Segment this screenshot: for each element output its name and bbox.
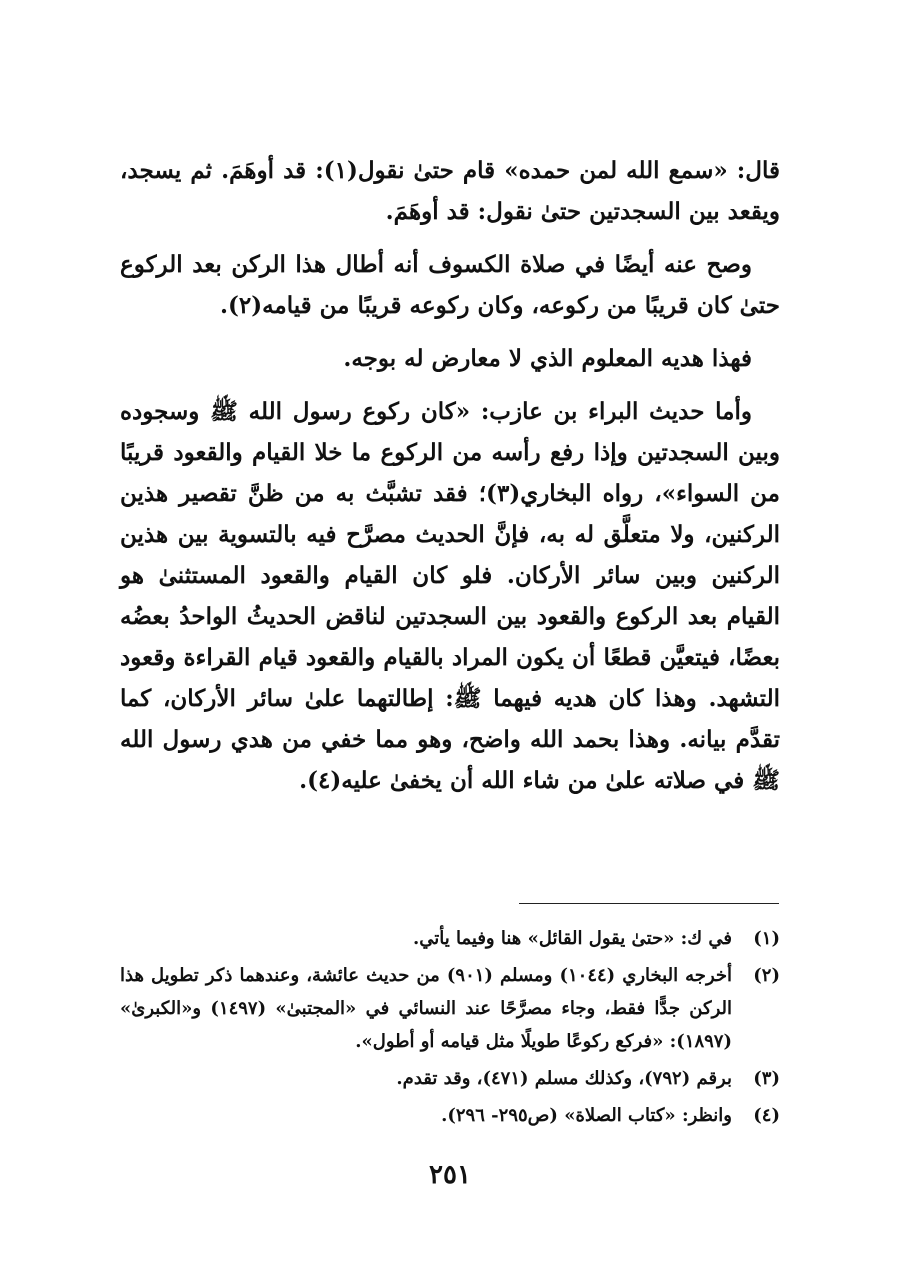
footnote-text: برقم (٧٩٢)، وكذلك مسلم (٤٧١)، وقد تقدم. [396,1068,732,1089]
footnote-text: وانظر: «كتاب الصلاة» (ص٢٩٥- ٢٩٦). [441,1105,732,1126]
footnote-number: (٢) [753,965,780,986]
footnote-number: (١) [753,928,780,949]
footnote-divider [519,903,779,904]
footnote-text: في ك: «حتىٰ يقول القائل» هنا وفيما يأتي. [412,928,732,949]
footnote-number: (٤) [753,1105,780,1126]
main-text [120,150,780,813]
footnote-number: (٣) [753,1068,780,1089]
paragraph-3: فهذا هديه المعلوم الذي لا معارض له بوجه. [343,345,752,372]
paragraph-2: وصح عنه أيضًا في صلاة الكسوف أنه أطال هذا الركن بعد الركوع حتىٰ كان قريبًا من ركوعه، وكان ركوعه قريبًا من قيامه(٢). [120,251,780,319]
footnote-2 [120,959,780,1058]
footnotes [120,922,780,1136]
footnote-3 [120,1062,780,1095]
paragraph-1: قال: «سمع الله لمن حمده» قام حتىٰ نقول(١): قد أوهَمَ. ثم يسجد، ويقعد بين السجدتين حتىٰ نقول: قد أوهَمَ. [120,157,780,225]
paragraph-4: وأما حديث البراء بن عازب: «كان ركوع رسول الله ﷺ وسجوده وبين السجدتين وإذا رفع رأسه من الركوع ما خلا القيام والقعود قريبًا من السواء»، رواه البخاري(٣)؛ فقد تشبَّث به من ظنَّ تقصير هذين الركنين، ولا متعلَّق له به، فإنَّ الحديث مصرَّح فيه بالتسوية بين هذين الركنين وبين سائر الأركان. فلو كان القيام والقعود المستثنىٰ هو القيام بعد الركوع والقعود بين السجدتين لناقض الحديثُ الواحدُ بعضُه بعضًا، فيتعيَّن قطعًا أن يكون المراد بالقيام والقعود قيام القراءة وقعود التشهد. وهذا كان هديه فيهما ﷺ: إطالتهما علىٰ سائر الأركان، كما تقدَّم بيانه. وهذا بحمد الله واضح، وهو مما خفي من هدي رسول الله ﷺ في صلاته علىٰ من شاء الله أن يخفىٰ عليه(٤). [120,398,780,794]
footnote-1 [120,922,780,955]
footnote-4 [120,1099,780,1132]
page-number: ٢٥١ [429,1160,471,1190]
footnote-text: أخرجه البخاري (١٠٤٤) ومسلم (٩٠١) من حديث عائشة، وعندهما ذكر تطويل هذا الركن جدًّا فقط، وجاء مصرَّحًا عند النسائي في «المجتبىٰ» (١٤٩٧) و«الكبرىٰ» (١٨٩٧): «فركع ركوعًا طويلًا مثل قيامه أو أطول». [120,965,732,1052]
